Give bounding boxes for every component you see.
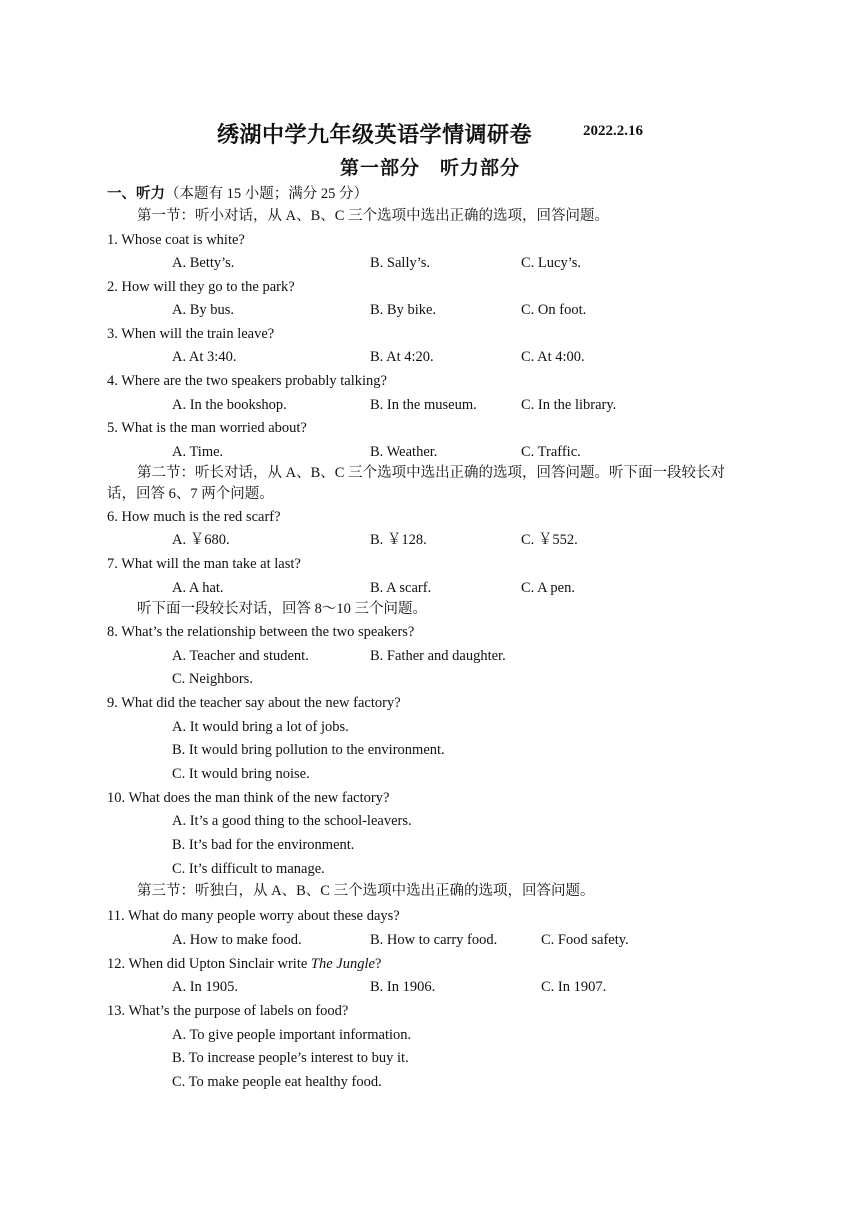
part-title: 第一部分 听力部分 <box>339 158 520 179</box>
option-c: C. To make people eat healthy food. <box>172 1074 382 1090</box>
option-a: A. A hat. <box>172 580 224 596</box>
option-c: C. On foot. <box>521 302 587 318</box>
option-a: A. It’s a good thing to the school-leavers. <box>172 813 412 829</box>
option-b: B. ￥128. <box>370 532 427 548</box>
option-a: A. It would bring a lot of jobs. <box>172 719 349 735</box>
question-stem: 2. How will they go to the park? <box>107 279 295 295</box>
option-a: A. Betty’s. <box>172 255 235 271</box>
question-stem: 1. Whose coat is white? <box>107 232 245 248</box>
option-a: A. In the bookshop. <box>172 397 287 413</box>
option-c: C. In the library. <box>521 397 617 413</box>
section-heading-label: 一、听力 <box>107 186 165 202</box>
option-a: A. ￥680. <box>172 532 230 548</box>
question-stem: 6. How much is the red scarf? <box>107 509 281 525</box>
option-a: A. To give people important information. <box>172 1027 412 1043</box>
option-c: C. At 4:00. <box>521 349 585 365</box>
page-title: 绣湖中学九年级英语学情调研卷 <box>217 122 533 147</box>
option-b: B. By bike. <box>370 302 437 318</box>
question-stem: 4. Where are the two speakers probably talking? <box>107 373 387 389</box>
part2-instruction-b: 听下面一段较长对话，回答 8～10 三个问题。 <box>137 601 427 617</box>
option-a: A. By bus. <box>172 302 235 318</box>
question-stem: 10. What does the man think of the new factory? <box>107 790 390 806</box>
section-heading-note: （本题有 15 小题；满分 25 分） <box>165 186 368 202</box>
option-b: B. Weather. <box>370 444 438 460</box>
title-row <box>0 118 860 148</box>
question-stem-suffix: ? <box>374 956 382 972</box>
option-b: B. Sally’s. <box>370 255 431 271</box>
question-stem: 13. What’s the purpose of labels on food? <box>107 1003 349 1019</box>
question-stem: 8. What’s the relationship between the two speakers? <box>107 624 415 640</box>
option-c: C. Lucy’s. <box>521 255 582 271</box>
part3-instruction: 第三节：听独白，从 A、B、C 三个选项中选出正确的选项，回答问题。 <box>137 883 595 899</box>
option-b: B. It’s bad for the environment. <box>172 837 355 853</box>
question-stem <box>107 955 381 973</box>
part2-instruction-line2: 话，回答 6、7 两个问题。 <box>107 486 274 502</box>
option-c: C. A pen. <box>521 580 575 596</box>
option-a: A. How to make food. <box>172 932 302 948</box>
option-b: B. A scarf. <box>370 580 432 596</box>
option-a: A. At 3:40. <box>172 349 237 365</box>
option-a: A. In 1905. <box>172 979 239 995</box>
book-title: The Jungle <box>310 956 375 972</box>
exam-date: 2022.2.16 <box>583 123 643 139</box>
option-b: B. At 4:20. <box>370 349 434 365</box>
option-c: C. ￥552. <box>521 532 578 548</box>
option-c: C. Traffic. <box>521 444 581 460</box>
option-b: B. Father and daughter. <box>370 648 506 664</box>
option-b: B. In the museum. <box>370 397 477 413</box>
question-stem: 9. What did the teacher say about the new factory? <box>107 695 401 711</box>
option-c: C. It would bring noise. <box>172 766 310 782</box>
option-a: A. Time. <box>172 444 224 460</box>
option-b: B. How to carry food. <box>370 932 498 948</box>
option-b: B. To increase people’s interest to buy it. <box>172 1050 409 1066</box>
option-b: B. In 1906. <box>370 979 436 995</box>
option-c: C. It’s difficult to manage. <box>172 861 325 877</box>
question-stem: 3. When will the train leave? <box>107 326 275 342</box>
option-a: A. Teacher and student. <box>172 648 309 664</box>
option-b: B. It would bring pollution to the environment. <box>172 742 445 758</box>
option-c: C. In 1907. <box>541 979 607 995</box>
question-stem: 11. What do many people worry about these days? <box>107 908 400 924</box>
part2-instruction-line1: 第二节：听长对话，从 A、B、C 三个选项中选出正确的选项，回答问题。听下面一段较长对 <box>137 465 726 481</box>
part1-instruction: 第一节：听小对话，从 A、B、C 三个选项中选出正确的选项，回答问题。 <box>137 208 610 224</box>
option-c: C. Neighbors. <box>172 671 253 687</box>
option-c: C. Food safety. <box>541 932 629 948</box>
section-heading <box>107 185 368 203</box>
question-stem-prefix: 12. When did Upton Sinclair write <box>107 956 311 972</box>
question-stem: 5. What is the man worried about? <box>107 420 307 436</box>
question-stem: 7. What will the man take at last? <box>107 556 301 572</box>
